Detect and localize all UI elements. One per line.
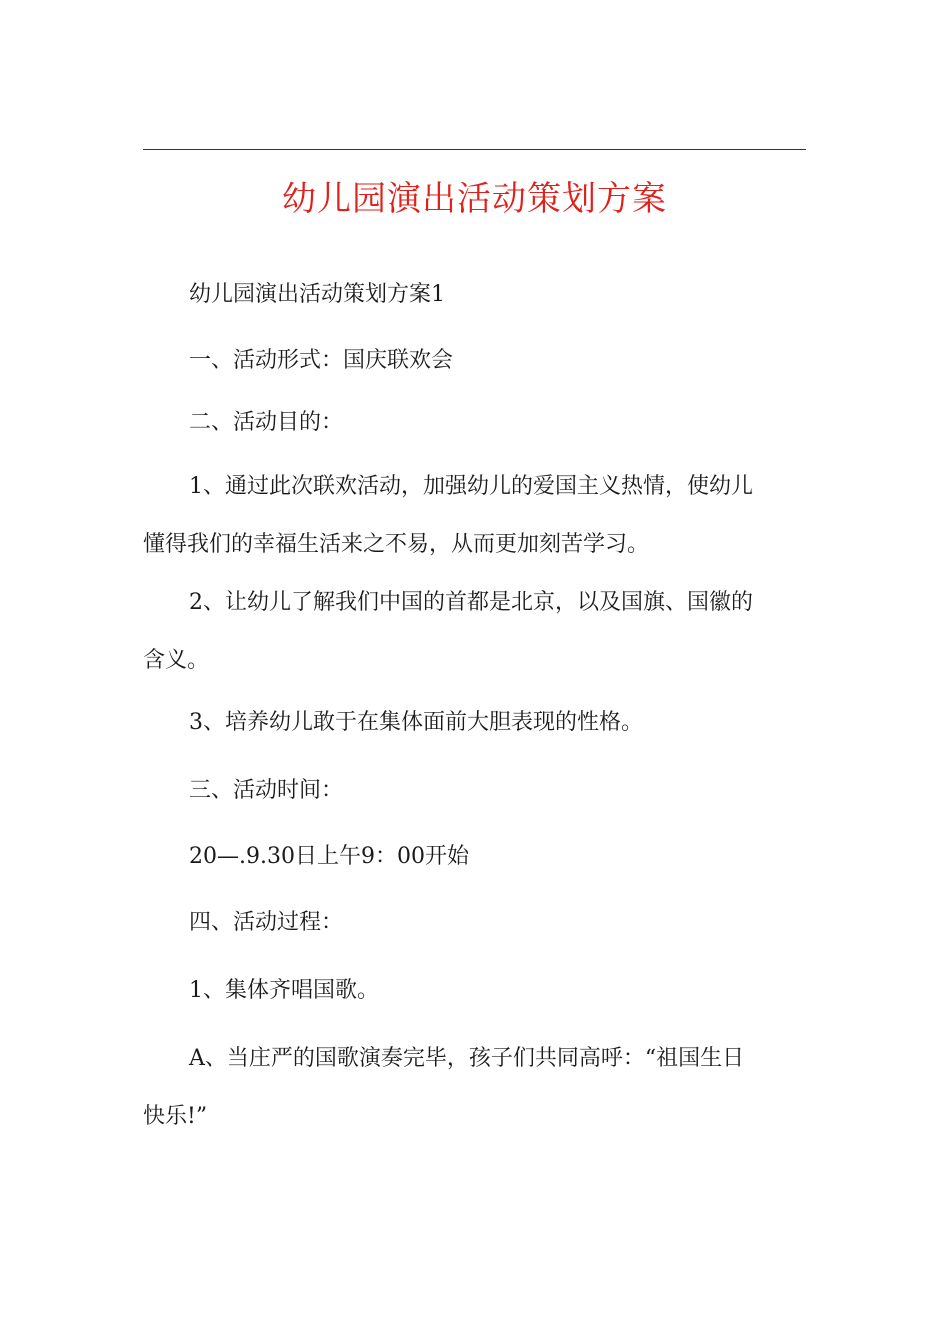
paragraph-activity-time xyxy=(143,828,803,886)
paragraph-line: 1、通过此次联欢活动，加强幼儿的爱国主义热情，使幼儿 xyxy=(189,474,753,499)
paragraph-activity-form xyxy=(143,332,803,390)
paragraph-line: 一、活动形式：国庆联欢会 xyxy=(189,348,454,373)
paragraph-line: 20—.9.30日上午9：00开始 xyxy=(189,844,469,869)
paragraph-line: 2、让幼儿了解我们中国的首都是北京，以及国旗、国徽的 xyxy=(189,590,753,615)
paragraph-activity-goal-heading xyxy=(143,394,803,452)
paragraph-line: 快乐!” xyxy=(143,1104,208,1129)
paragraph-line: 懂得我们的幸福生活来之不易，从而更加刻苦学习。 xyxy=(143,532,650,557)
document-title: 幼儿园演出活动策划方案 xyxy=(282,178,667,219)
paragraph-plan-heading xyxy=(143,266,803,324)
paragraph-activity-process-heading xyxy=(143,894,803,952)
paragraph-goal-3 xyxy=(143,694,803,752)
paragraph-line: 含义。 xyxy=(143,648,210,673)
header-rule xyxy=(143,149,806,150)
paragraph-line: 1、集体齐唱国歌。 xyxy=(189,978,379,1003)
paragraph-line: A、当庄严的国歌演奏完毕，孩子们共同高呼：“祖国生日 xyxy=(189,1046,745,1071)
paragraph-process-a xyxy=(143,1030,803,1146)
paragraph-line: 三、活动时间： xyxy=(189,778,344,803)
paragraph-activity-time-heading xyxy=(143,762,803,820)
paragraph-goal-2 xyxy=(143,574,803,690)
paragraph-line: 幼儿园演出活动策划方案1 xyxy=(189,282,445,307)
paragraph-line: 二、活动目的： xyxy=(189,410,344,435)
paragraph-process-1 xyxy=(143,962,803,1020)
paragraph-line: 3、培养幼儿敢于在集体面前大胆表现的性格。 xyxy=(189,710,643,735)
paragraph-line: 四、活动过程： xyxy=(189,910,344,935)
paragraph-goal-1 xyxy=(143,458,803,574)
